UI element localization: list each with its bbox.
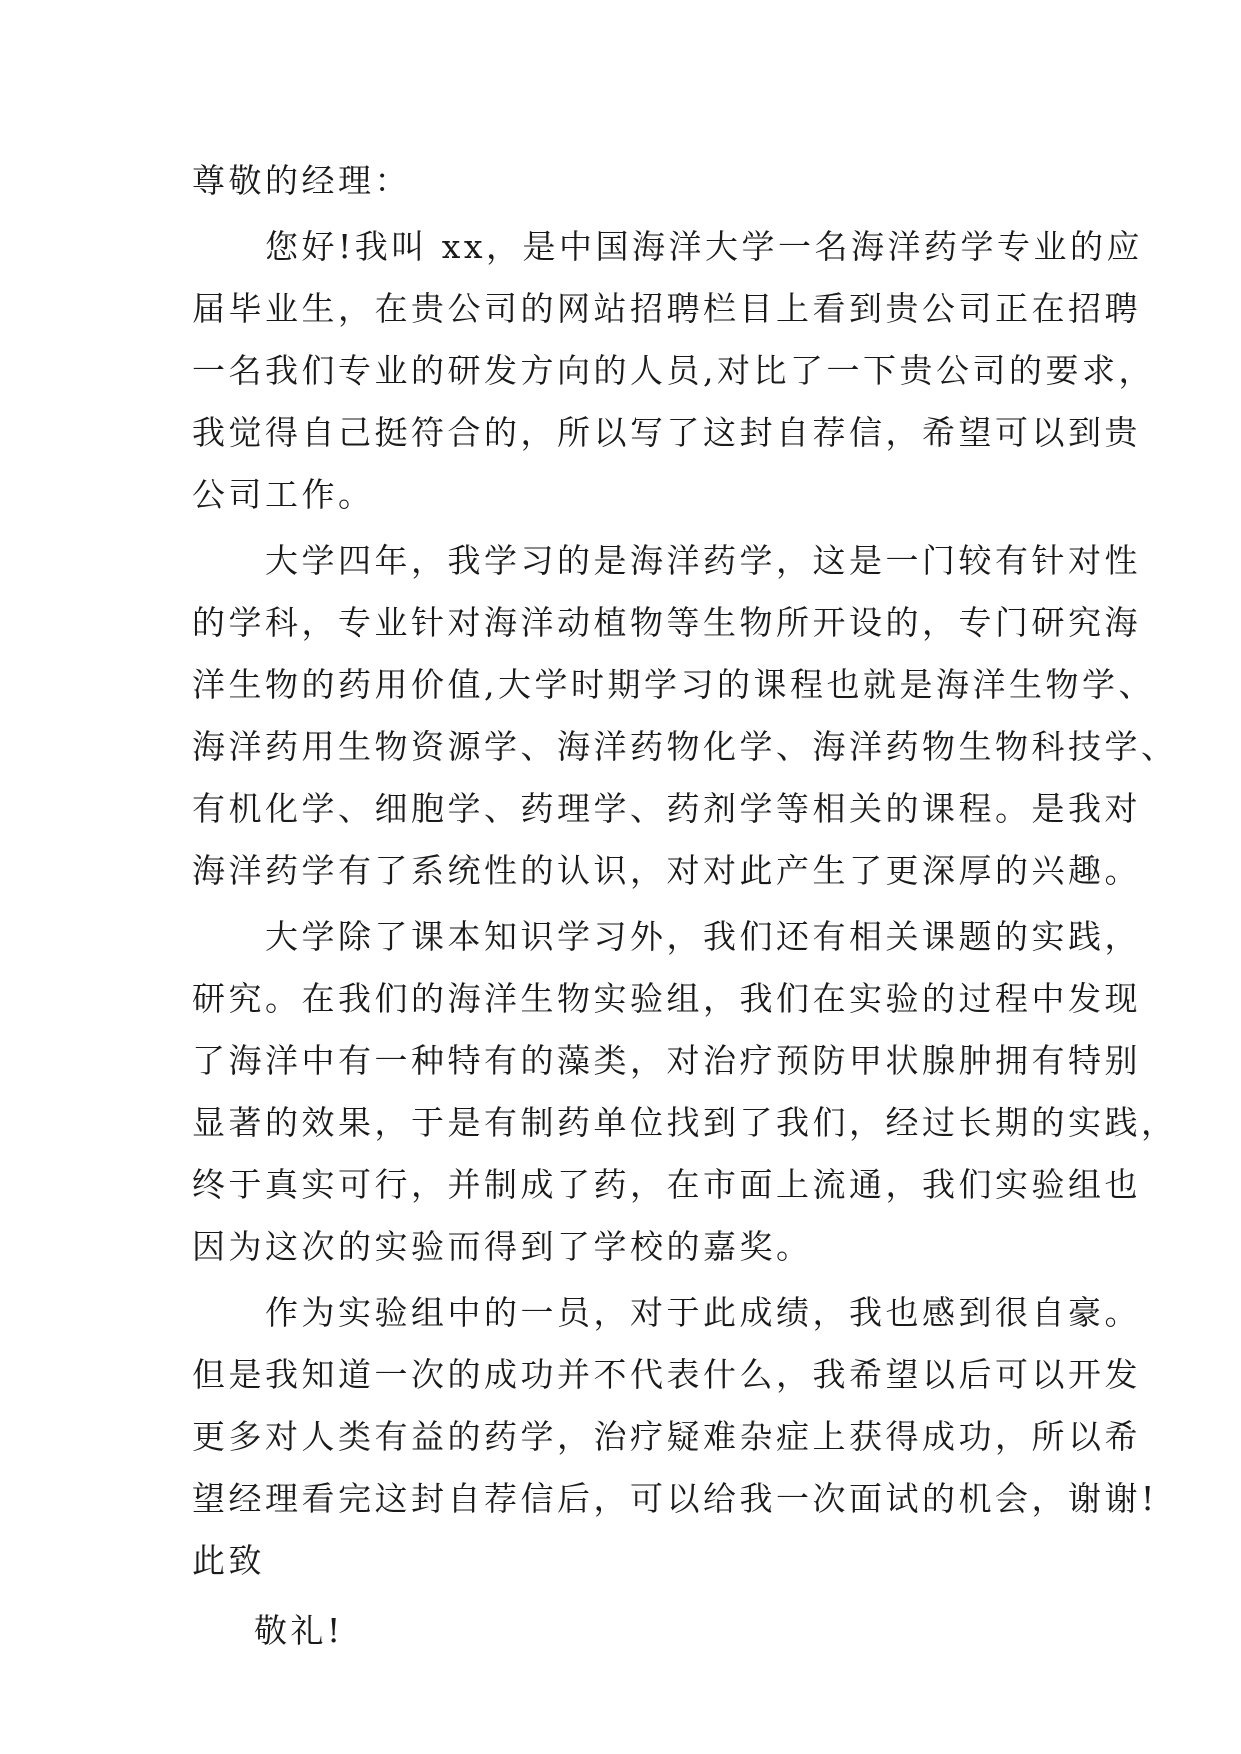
text-line: 洋生物的药用价值,大学时期学习的课程也就是海洋生物学、 [192, 665, 1155, 704]
text-line: 研究。在我们的海洋生物实验组，我们在实验的过程中发现 [192, 979, 1141, 1018]
text-line: 海洋药学有了系统性的认识，对对此产生了更深厚的兴趣。 [192, 851, 1141, 890]
text-line: 显著的效果，于是有制药单位找到了我们，经过长期的实践， [192, 1103, 1178, 1142]
closing-phrase: 此致 [192, 1541, 265, 1580]
text-line: 望经理看完这封自荐信后，可以给我一次面试的机会，谢谢! [192, 1479, 1158, 1518]
text-line: 有机化学、细胞学、药理学、药剂学等相关的课程。是我对 [192, 789, 1141, 828]
text-line: 公司工作。 [192, 475, 375, 514]
text-line: 终于真实可行，并制成了药，在市面上流通，我们实验组也 [192, 1165, 1141, 1204]
text-line: 海洋药用生物资源学、海洋药物化学、海洋药物生物科技学、 [192, 727, 1178, 766]
paragraph-greeting [192, 216, 1155, 526]
text-line: 的学科，专业针对海洋动植物等生物所开设的，专门研究海 [192, 603, 1141, 642]
text-line: 大学除了课本知识学习外，我们还有相关课题的实践， [192, 917, 1141, 956]
salutation: 尊敬的经理： [192, 161, 411, 200]
text-line: 我觉得自己挺符合的，所以写了这封自荐信，希望可以到贵 [192, 413, 1141, 452]
text-line: 届毕业生，在贵公司的网站招聘栏目上看到贵公司正在招聘 [192, 289, 1141, 328]
text-line: 但是我知道一次的成功并不代表什么，我希望以后可以开发 [192, 1355, 1141, 1394]
cover-letter [192, 150, 1178, 1662]
closing-salute: 敬礼! [254, 1611, 344, 1650]
paragraph-education [192, 530, 1178, 902]
text-line: 一名我们专业的研发方向的人员,对比了一下贵公司的要求， [192, 351, 1155, 390]
text-line: 更多对人类有益的药学，治疗疑难杂症上获得成功，所以希 [192, 1417, 1141, 1456]
text-line: 了海洋中有一种特有的藻类，对治疗预防甲状腺肿拥有特别 [192, 1041, 1141, 1080]
text-line: 作为实验组中的一员，对于此成绩，我也感到很自豪。 [192, 1293, 1141, 1332]
text-line: 大学四年，我学习的是海洋药学，这是一门较有针对性 [192, 541, 1141, 580]
paragraph-practice [192, 906, 1178, 1278]
text-line: 因为这次的实验而得到了学校的嘉奖。 [192, 1227, 813, 1266]
paragraph-conclusion [192, 1282, 1158, 1530]
text-line: 您好!我叫 xx，是中国海洋大学一名海洋药学专业的应 [192, 227, 1143, 266]
